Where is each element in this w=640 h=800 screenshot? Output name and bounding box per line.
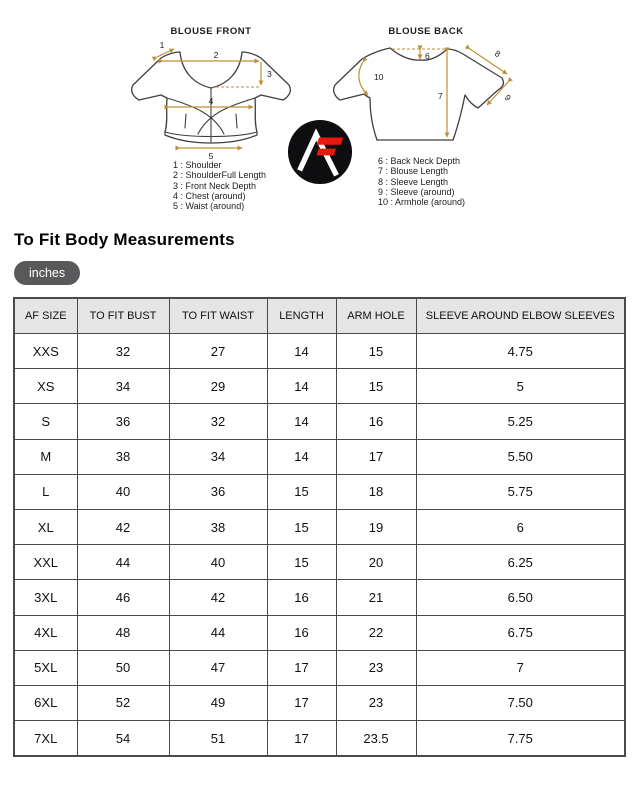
marker-7: 7 <box>438 91 443 101</box>
header-row <box>14 298 625 334</box>
value-cell: 51 <box>169 721 267 757</box>
value-cell: 15 <box>267 545 336 580</box>
value-cell: 18 <box>336 474 416 509</box>
legend-item: 3 : Front Neck Depth <box>173 180 257 191</box>
value-cell: 23.5 <box>336 721 416 757</box>
size-cell: 3XL <box>14 580 77 615</box>
size-cell: 6XL <box>14 685 77 720</box>
value-cell: 15 <box>267 509 336 544</box>
value-cell: 36 <box>77 404 169 439</box>
marker-3: 3 <box>267 69 272 79</box>
value-cell: 50 <box>77 650 169 685</box>
marker-1: 1 <box>159 40 165 50</box>
value-cell: 23 <box>336 685 416 720</box>
value-cell: 14 <box>267 334 336 369</box>
value-cell: 5.50 <box>416 439 625 474</box>
size-table <box>13 297 626 757</box>
page-title: To Fit Body Measurements <box>14 230 235 249</box>
value-cell: 20 <box>336 545 416 580</box>
blouse-back-outline <box>334 48 504 140</box>
logo-f-mid-bar <box>317 149 336 156</box>
size-cell: L <box>14 474 77 509</box>
value-cell: 7 <box>416 650 625 685</box>
legend-item: 8 : Sleeve Length <box>378 176 449 187</box>
value-cell: 22 <box>336 615 416 650</box>
front-legend <box>173 160 266 211</box>
size-cell: M <box>14 439 77 474</box>
value-cell: 34 <box>77 369 169 404</box>
logo-f-top-bar <box>317 137 344 144</box>
value-cell: 14 <box>267 439 336 474</box>
size-cell: 7XL <box>14 721 77 757</box>
value-cell: 40 <box>77 474 169 509</box>
value-cell: 40 <box>169 545 267 580</box>
value-cell: 17 <box>267 650 336 685</box>
value-cell: 27 <box>169 334 267 369</box>
column-header: SLEEVE AROUND ELBOW SLEEVES <box>416 298 625 334</box>
value-cell: 49 <box>169 685 267 720</box>
legend-item: 5 : Waist (around) <box>173 201 245 212</box>
value-cell: 36 <box>169 474 267 509</box>
value-cell: 14 <box>267 369 336 404</box>
table-row <box>14 650 625 685</box>
value-cell: 52 <box>77 685 169 720</box>
value-cell: 6 <box>416 509 625 544</box>
table-row <box>14 334 625 369</box>
brand-logo <box>287 119 353 185</box>
table-row <box>14 580 625 615</box>
column-header: AF SIZE <box>14 298 77 334</box>
value-cell: 34 <box>169 439 267 474</box>
value-cell: 32 <box>77 334 169 369</box>
marker-6: 6 <box>425 51 430 61</box>
table-row <box>14 404 625 439</box>
size-cell: XXL <box>14 545 77 580</box>
table-row <box>14 439 625 474</box>
value-cell: 38 <box>77 439 169 474</box>
column-header: ARM HOLE <box>336 298 416 334</box>
value-cell: 15 <box>267 474 336 509</box>
marker-10: 10 <box>374 72 384 82</box>
size-cell: XS <box>14 369 77 404</box>
value-cell: 5.75 <box>416 474 625 509</box>
size-table-body <box>14 334 625 757</box>
value-cell: 7.50 <box>416 685 625 720</box>
value-cell: 4.75 <box>416 334 625 369</box>
marker-2: 2 <box>213 50 219 60</box>
table-row <box>14 615 625 650</box>
value-cell: 6.75 <box>416 615 625 650</box>
value-cell: 47 <box>169 650 267 685</box>
value-cell: 5.25 <box>416 404 625 439</box>
value-cell: 16 <box>336 404 416 439</box>
size-cell: XXS <box>14 334 77 369</box>
legend-item: 4 : Chest (around) <box>173 190 246 201</box>
size-cell: XL <box>14 509 77 544</box>
table-row <box>14 545 625 580</box>
value-cell: 6.25 <box>416 545 625 580</box>
value-cell: 42 <box>169 580 267 615</box>
unit-badge: inches <box>14 261 80 285</box>
table-row <box>14 474 625 509</box>
value-cell: 44 <box>169 615 267 650</box>
value-cell: 17 <box>267 685 336 720</box>
value-cell: 32 <box>169 404 267 439</box>
column-header: TO FIT WAIST <box>169 298 267 334</box>
legend-item: 10 : Armhole (around) <box>378 197 466 208</box>
legend-item: 1 : Shoulder <box>173 160 222 170</box>
value-cell: 17 <box>267 721 336 757</box>
table-row <box>14 369 625 404</box>
legend-item: 6 : Back Neck Depth <box>378 156 461 166</box>
column-header: TO FIT BUST <box>77 298 169 334</box>
value-cell: 44 <box>77 545 169 580</box>
back-legend <box>378 156 465 207</box>
size-cell: 5XL <box>14 650 77 685</box>
value-cell: 14 <box>267 404 336 439</box>
marker-4: 4 <box>208 96 214 106</box>
value-cell: 19 <box>336 509 416 544</box>
blouse-front-diagram <box>116 40 306 162</box>
value-cell: 23 <box>336 650 416 685</box>
marker-5: 5 <box>208 151 214 161</box>
marker-9: 9 <box>502 92 514 103</box>
legend-item: 2 : ShoulderFull Length <box>173 170 267 181</box>
value-cell: 42 <box>77 509 169 544</box>
value-cell: 16 <box>267 580 336 615</box>
value-cell: 16 <box>267 615 336 650</box>
table-row <box>14 721 625 757</box>
back-diagram-title: BLOUSE BACK <box>388 26 464 37</box>
legend-item: 9 : Sleeve (around) <box>378 186 455 197</box>
value-cell: 48 <box>77 615 169 650</box>
marker-8: 8 <box>492 48 503 60</box>
value-cell: 5 <box>416 369 625 404</box>
value-cell: 15 <box>336 369 416 404</box>
front-diagram-title: BLOUSE FRONT <box>170 26 252 37</box>
size-table-head <box>14 298 625 334</box>
legend-item: 7 : Blouse Length <box>378 166 449 177</box>
column-header: LENGTH <box>267 298 336 334</box>
value-cell: 38 <box>169 509 267 544</box>
size-cell: 4XL <box>14 615 77 650</box>
value-cell: 7.75 <box>416 721 625 757</box>
table-row <box>14 509 625 544</box>
value-cell: 17 <box>336 439 416 474</box>
size-cell: S <box>14 404 77 439</box>
blouse-back-diagram <box>330 38 522 162</box>
value-cell: 21 <box>336 580 416 615</box>
value-cell: 15 <box>336 334 416 369</box>
value-cell: 6.50 <box>416 580 625 615</box>
table-row <box>14 685 625 720</box>
value-cell: 54 <box>77 721 169 757</box>
value-cell: 29 <box>169 369 267 404</box>
value-cell: 46 <box>77 580 169 615</box>
